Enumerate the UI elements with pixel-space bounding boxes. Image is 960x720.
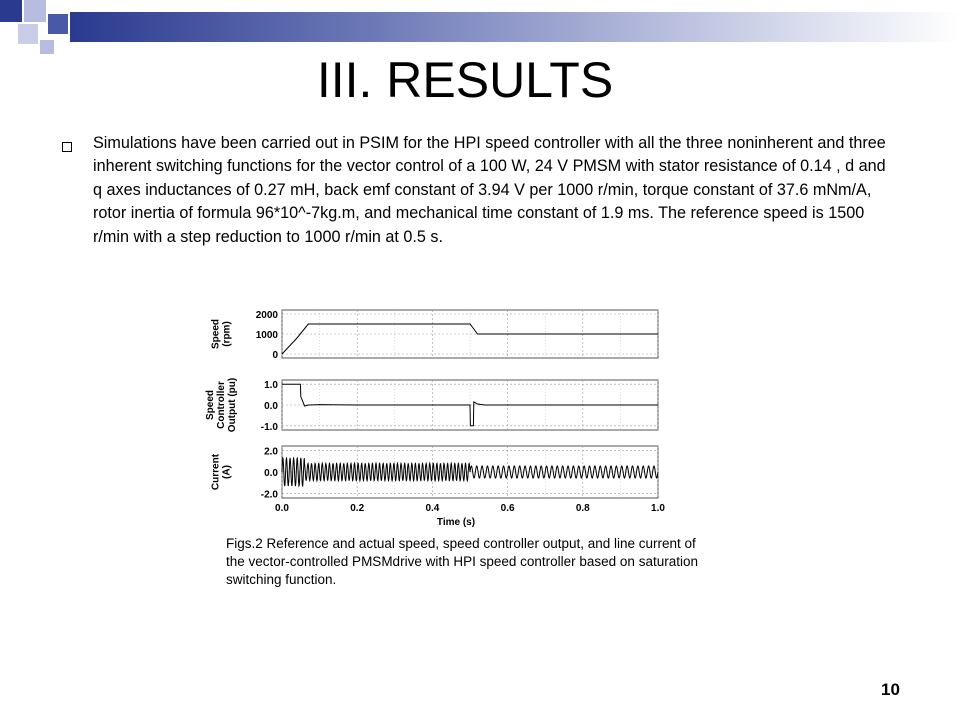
y-tick-label-1-1: 0.0 <box>264 401 278 412</box>
header-square-mid <box>48 14 68 34</box>
header-band <box>70 12 960 42</box>
page-number: 10 <box>881 680 900 699</box>
slide-body-text: Simulations have been carried out in PSIM for the HPI speed controller with all the three noninherent and three inherent switching functions for the vector control of a 100 W, 24 V PMSM with stator resistance of 0.14 , d and q axes inductances of 0.27 mH, back emf constant of 3.94 V per 1000 r/min, torque constant of 37.6 mNm/A, rotor inertia of formula 96*10^-7kg.m, and mechanical time constant of 1.9 ms. The reference speed is 1500 r/min with a step reduction to 1000 r/min at 0.5 s. <box>93 134 886 246</box>
results-figure <box>205 298 680 530</box>
y-tick-label-0-0: 0 <box>272 350 278 361</box>
header-square-dark <box>0 0 22 22</box>
y-axis-label-2-1: (A) <box>221 465 233 479</box>
y-tick-label-1-2: 1.0 <box>264 380 278 392</box>
y-axis-label-1-0: Speed <box>205 389 216 421</box>
y-tick-label-0-1: 1000 <box>255 330 278 341</box>
bullet-marker <box>62 142 72 152</box>
y-tick-label-1-0: -1.0 <box>260 421 278 433</box>
y-axis-label-1-2: Output (pu) <box>227 377 238 433</box>
x-tick-label-2: 0.4 <box>425 503 440 514</box>
header-square-light <box>24 0 46 22</box>
x-axis-label: Time (s) <box>436 517 476 528</box>
x-tick-label-3: 0.6 <box>500 503 515 514</box>
y-axis-label-2-0: Current <box>210 453 222 491</box>
x-tick-label-5: 1.0 <box>651 503 665 514</box>
x-tick-label-1: 0.2 <box>350 503 365 514</box>
header-square-light-2 <box>18 24 38 44</box>
y-axis-label-1-1: Controller <box>216 381 227 429</box>
y-tick-label-0-2: 2000 <box>255 310 278 321</box>
figure-caption: Figs.2 Reference and actual speed, speed controller output, and line current of the vector-controlled PMSMdrive with HPI speed controller based on saturation switching function. <box>226 536 698 587</box>
y-tick-label-2-1: 0.0 <box>264 468 278 479</box>
y-tick-label-2-0: -2.0 <box>260 489 278 501</box>
y-axis-label-0-0: Speed <box>210 318 222 350</box>
y-axis-label-0-1: (rpm) <box>221 321 233 347</box>
y-tick-label-2-2: 2.0 <box>264 446 278 458</box>
x-tick-label-4: 0.8 <box>575 503 590 514</box>
x-tick-label-0: 0.0 <box>275 503 289 514</box>
slide-title: III. RESULTS <box>316 52 614 108</box>
